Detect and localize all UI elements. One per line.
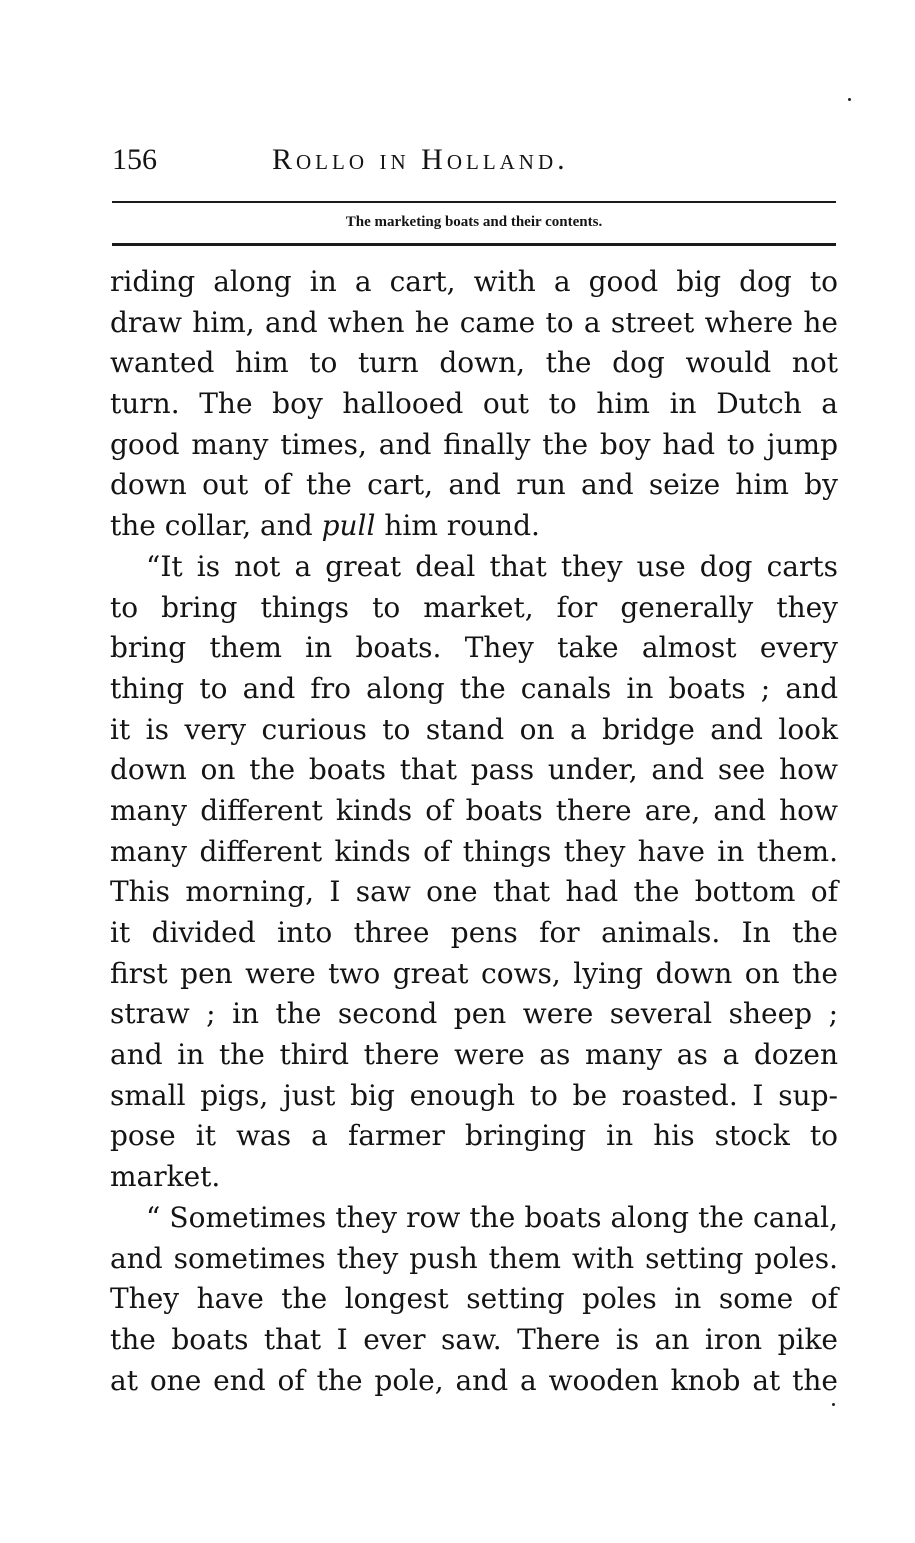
text-line: to bring things to market, for generally they (110, 590, 838, 624)
text-line: the boats that I ever saw. There is an iron pike (110, 1322, 838, 1356)
text-line: riding along in a cart, with a good big dog to (110, 265, 838, 298)
text-line: “It is not a great deal that they use dog carts (146, 549, 838, 583)
text-line: first pen were two great cows, lying down on the (110, 956, 838, 990)
text-line: turn. The boy hallooed out to him in Dutch a (110, 387, 838, 421)
running-title: Rollo in Holland. (272, 143, 569, 176)
text-line: many different kinds of boats there are, and how (110, 793, 838, 827)
chapter-subheading: The marketing boats and their contents. (345, 214, 603, 230)
text-line: and sometimes they push them with setting poles. (110, 1241, 838, 1275)
text-line: “ Sometimes they row the boats along the canal, (146, 1200, 838, 1234)
text-line: pose it was a farmer bringing in his stock to (110, 1119, 838, 1153)
text-line: good many times, and finally the boy had to jump (110, 427, 838, 461)
text-line: down out of the cart, and run and seize him by (110, 468, 838, 502)
text-line (110, 506, 838, 547)
italic-word: pull (321, 509, 376, 543)
scan-speck (832, 1403, 835, 1406)
text-line: This morning, I saw one that had the bottom of (110, 875, 838, 909)
body-text (110, 262, 838, 1401)
text-line: and in the third there were as many as a dozen (110, 1038, 838, 1072)
text-line: They have the longest setting poles in some of (110, 1282, 838, 1316)
text-line: draw him, and when he came to a street where he (110, 305, 838, 339)
header-rule-top (112, 201, 836, 203)
text-line: at one end of the pole, and a wooden knob at the (110, 1363, 838, 1397)
page-number: 156 (112, 143, 157, 176)
text-line: straw ; in the second pen were several sheep ; (110, 997, 838, 1031)
header-rule-bottom (112, 243, 836, 246)
text-line: down on the boats that pass under, and see how (110, 753, 838, 787)
text-fragment: him round. (375, 509, 540, 543)
text-line: market. (110, 1160, 221, 1194)
text-line: bring them in boats. They take almost every (110, 631, 838, 665)
text-line: it divided into three pens for animals. In the (110, 916, 838, 949)
text-line: wanted him to turn down, the dog would not (110, 346, 838, 380)
text-fragment: the collar, and (110, 509, 322, 543)
text-line: small pigs, just big enough to be roasted. I sup- (110, 1078, 838, 1112)
text-line: it is very curious to stand on a bridge and look (110, 712, 838, 746)
text-line: many different kinds of things they have in them. (110, 834, 838, 868)
text-line: thing to and fro along the canals in boats ; and (110, 671, 838, 705)
scan-speck (848, 98, 851, 101)
